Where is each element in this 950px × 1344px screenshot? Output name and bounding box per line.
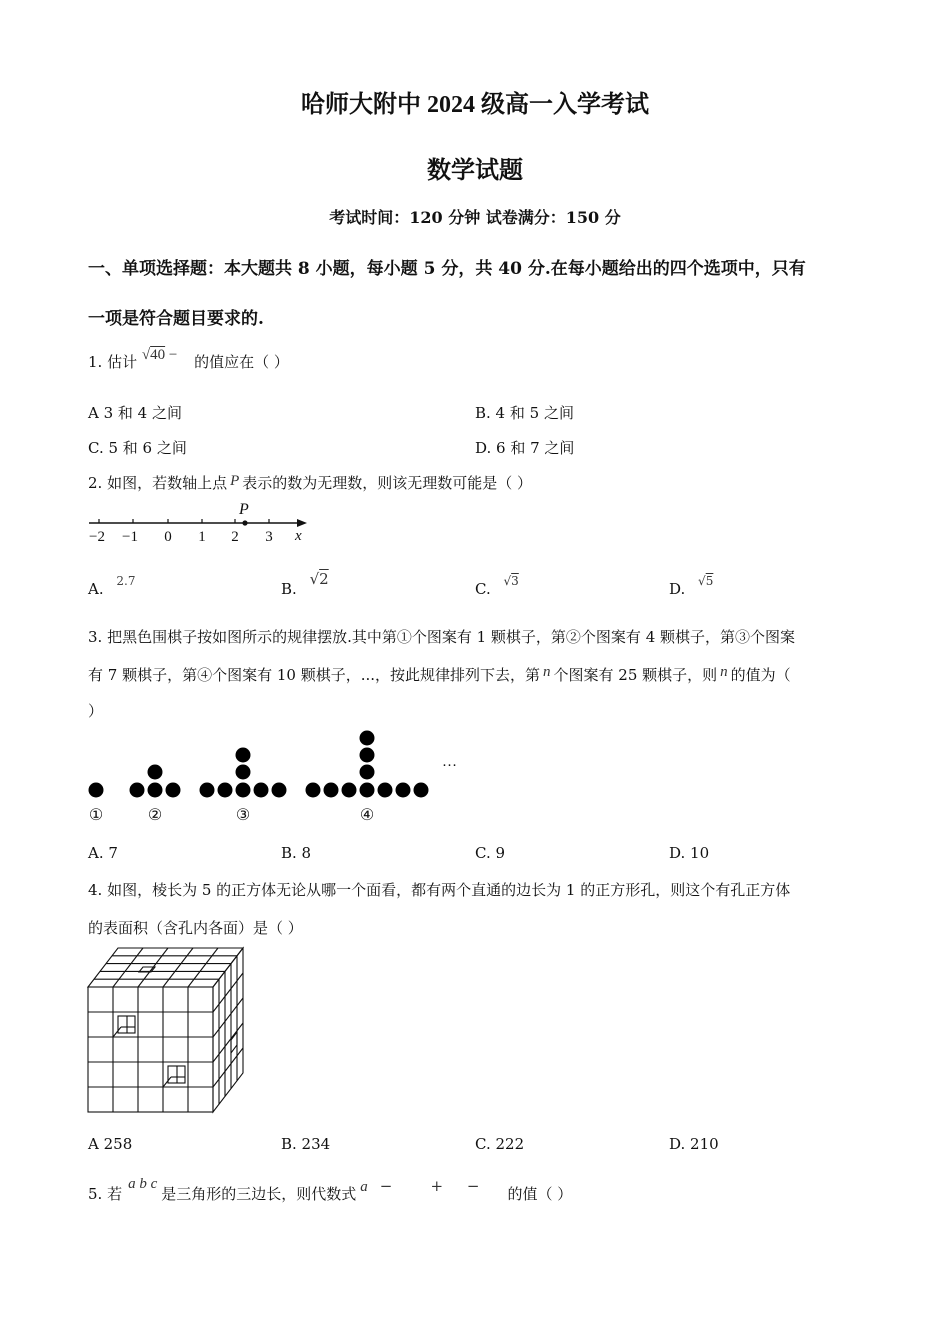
q2-option-b[interactable] [281, 570, 329, 598]
axis-arrow-icon [297, 519, 307, 527]
q5-mid: 是三角形的三边长，则代数式 [161, 1185, 357, 1203]
exam-title: 哈师大附中 2024 级高一入学考试 [301, 92, 649, 118]
q4-option-c[interactable]: C. 222 [475, 1135, 525, 1153]
q2-option-d[interactable] [669, 574, 714, 598]
q1-option-a[interactable]: A 3 和 4 之间 [88, 404, 182, 422]
q2-stem [88, 472, 532, 493]
option-label: C. [475, 580, 491, 598]
q3-line2-b: 个图案有 25 颗棋子，则 [553, 666, 718, 684]
holed-cube-figure [85, 945, 250, 1117]
q1-option-d[interactable]: D. 6 和 7 之间 [475, 439, 575, 457]
pattern-label: ③ [235, 807, 251, 824]
q3-line2-a: 有 7 颗棋子，第④个图案有 10 颗棋子，...，按此规律排列下去，第 [88, 666, 541, 684]
axis-var-label: x [295, 528, 302, 544]
right-hole [231, 1032, 237, 1053]
cube-top-face [88, 948, 243, 987]
section-heading-line1: 一、单项选择题：本大题共 8 小题，每小题 5 分，共 40 分.在每小题给出的四个选项中，只有 [88, 259, 806, 279]
q5-expr-a: a [360, 1179, 368, 1195]
q3-option-b[interactable]: B. 8 [281, 844, 312, 862]
q2-option-a-value: 2.7 [116, 574, 136, 588]
q1-minus: − [168, 347, 178, 363]
q1-stem [88, 347, 289, 372]
q2-option-c[interactable] [475, 574, 519, 598]
point-p-dot [242, 520, 247, 525]
go-stone [130, 783, 145, 798]
go-stone [148, 765, 163, 780]
go-stone [254, 783, 269, 798]
option-label: D. [669, 580, 686, 598]
go-stone [236, 748, 251, 763]
tick-label: 2 [231, 529, 239, 545]
subject-title: 数学试题 [427, 158, 523, 184]
q3-var-n: n [720, 664, 728, 680]
q4-option-d[interactable]: D. 210 [669, 1135, 719, 1153]
front-hole-lower [163, 1066, 185, 1087]
go-stone [218, 783, 233, 798]
go-stone [166, 783, 181, 798]
go-stone [360, 731, 375, 746]
go-stone [89, 783, 104, 798]
go-stone [148, 783, 163, 798]
exam-info: 考试时间：120 分钟 试卷满分：150 分 [329, 208, 621, 227]
tick-label: −1 [122, 529, 138, 545]
q3-line1: 3. 把黑色围棋子按如图所示的规律摆放.其中第①个图案有 1 颗棋子，第②个图案有 4 颗棋子，第③个图案 [88, 628, 796, 646]
q4-option-a[interactable]: A 258 [88, 1135, 133, 1153]
cube-front-face [88, 987, 213, 1112]
q3-line2-c: 的值为（ [730, 666, 791, 684]
q3-var-n: n [543, 664, 551, 680]
section-heading-line2: 一项是符合题目要求的. [88, 309, 264, 329]
q2-var-p: P [230, 473, 240, 489]
q1-radicand: 40 [150, 347, 166, 363]
sqrt-expression: √2 [309, 570, 329, 588]
go-stone [360, 748, 375, 763]
pattern-label: ② [147, 807, 163, 824]
q1-option-b[interactable]: B. 4 和 5 之间 [475, 404, 574, 422]
option-label: B. [281, 580, 297, 598]
tick-label: 1 [198, 529, 206, 545]
sqrt-expression: √5 [698, 574, 714, 588]
point-p-label: P [239, 501, 249, 518]
tick-label: −2 [89, 529, 105, 545]
tick-label: 3 [265, 529, 273, 545]
q5-stem [88, 1176, 573, 1204]
q3-line2 [88, 664, 791, 685]
go-stone [306, 783, 321, 798]
q5-suffix: 的值（ ） [507, 1185, 573, 1203]
q5-expr-ops: − + − [379, 1177, 480, 1195]
front-hole-upper [113, 1016, 135, 1037]
stone-pattern-figure [80, 724, 480, 830]
go-stone [342, 783, 357, 798]
q4-option-b[interactable]: B. 234 [281, 1135, 331, 1153]
q1-prefix: 1. 估计 [88, 353, 138, 371]
q2-option-b-value: 2 [319, 570, 329, 588]
go-stone [360, 783, 375, 798]
go-stone [396, 783, 411, 798]
go-stone [272, 783, 287, 798]
q4-line1: 4. 如图，棱长为 5 的正方体无论从哪一个面看，都有两个直通的边长为 1 的正方形孔，则这个有孔正方体 [88, 881, 791, 899]
go-stone [200, 783, 215, 798]
go-stone [414, 783, 429, 798]
option-label: A. [88, 580, 104, 598]
number-line-figure [85, 498, 325, 548]
go-stone [236, 783, 251, 798]
q2-option-c-value: 3 [511, 574, 519, 588]
q3-option-d[interactable]: D. 10 [669, 844, 710, 862]
pattern-label: ① [88, 807, 104, 824]
cube-right-face [213, 948, 243, 1112]
go-stone [236, 765, 251, 780]
q2-suffix: 表示的数为无理数，则该无理数可能是（ ） [242, 474, 533, 492]
q2-option-d-value: 5 [705, 574, 714, 588]
q1-suffix: 的值应在（ ） [194, 353, 289, 371]
go-stone [360, 765, 375, 780]
q3-option-a[interactable]: A. 7 [88, 844, 118, 862]
q5-vars: a b c [128, 1176, 158, 1192]
go-stone [324, 783, 339, 798]
q1-option-c[interactable]: C. 5 和 6 之间 [88, 439, 187, 457]
q3-line3: ） [88, 702, 104, 720]
tick-label: 0 [164, 529, 172, 545]
q2-option-a[interactable] [88, 574, 136, 598]
q3-option-c[interactable]: C. 9 [475, 844, 506, 862]
sqrt-expression: √3 [503, 574, 519, 588]
q2-prefix: 2. 如图，若数轴上点 [88, 474, 228, 492]
pattern-label: ④ [359, 807, 375, 824]
go-stone [378, 783, 393, 798]
sqrt-expression: √40 − [141, 347, 178, 363]
pattern-ellipsis: … [442, 754, 457, 770]
q4-line2: 的表面积（含孔内各面）是（ ） [88, 919, 303, 937]
q5-prefix: 5. 若 [88, 1185, 123, 1203]
